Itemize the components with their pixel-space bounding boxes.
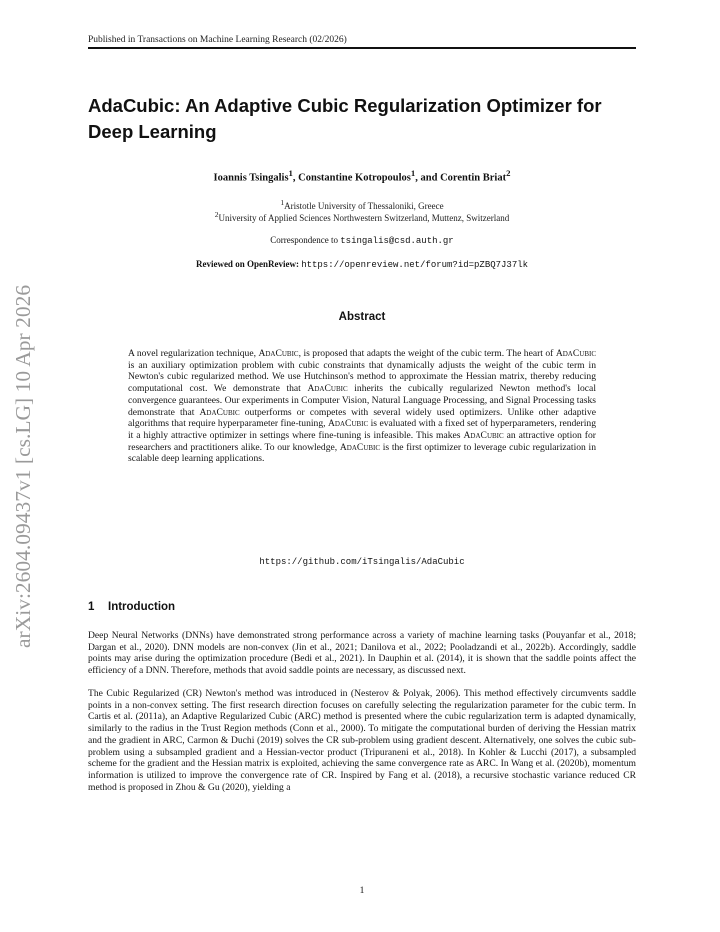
intro-paragraph-1: Deep Neural Networks (DNNs) have demonstrated strong performance across a variety of machine learning tasks (Pouyanfar et al., 2018; Dargan et al., 2020). DNN models are non-convex (Jin et al., 2021; Danilova et al., 2022; Pooladzandi et al., 2022b). Accordingly, saddle points may arise during the optimization procedure (Bedi et al., 2021). In Dauphin et al. (2014), it is shown that the saddle points affect the efficiency of a DNN. Therefore, methods that avoid saddle points are necessary, as discussed next. — [88, 630, 636, 677]
author-2-affil: 1 — [410, 168, 416, 178]
method-name: AdaCubic — [328, 418, 369, 430]
method-name: AdaCubic — [555, 348, 596, 359]
method-name: AdaCubic — [307, 383, 348, 395]
abstract-heading: Abstract — [338, 311, 386, 323]
author-list — [88, 168, 636, 184]
abstract-text: A novel regularization technique, — [128, 348, 259, 359]
paper-title — [88, 93, 648, 145]
abstract-text: , is proposed that adapts the weight of the cubic term. The heart of — [298, 348, 556, 359]
abstract-text: outperforms or competes with several widely used optimizers. Unlike other adaptive algorithms that require hyperparameter fine-tuning, — [128, 406, 596, 430]
correspondence-email[interactable]: tsingalis@csd.auth.gr — [340, 236, 454, 246]
title-line-1: AdaCubic: An Adaptive Cubic Regularization Optimizer for — [88, 95, 602, 116]
header-rule — [88, 47, 636, 49]
author-2: Constantine Kotropoulos — [298, 172, 411, 184]
section-title: Introduction — [108, 601, 176, 613]
author-3-affil: 2 — [506, 168, 511, 178]
correspondence-label: Correspondence to — [270, 235, 341, 245]
correspondence — [88, 235, 636, 246]
method-name: AdaCubic — [339, 441, 381, 453]
author-3: Corentin Briat — [440, 172, 507, 184]
arxiv-stamp — [8, 258, 38, 648]
abstract-text: inherits the cubically regularized Newton method's local convergence guarantees. Our experiments in Computer Vision, Natural Language Processing, and Signal Processing tasks demonstrate that — [128, 383, 596, 418]
arxiv-id: arXiv:2604.09437v1 [cs.LG] 10 Apr 2026 — [11, 284, 35, 648]
section-heading-introduction — [88, 601, 636, 613]
affiliation-2-mark: 2 — [214, 210, 219, 219]
author-1-affil: 1 — [288, 168, 293, 178]
running-head: Published in Transactions on Machine Learning Research (02/2026) — [88, 35, 347, 45]
title-line-2: Deep Learning — [88, 121, 217, 142]
review-url[interactable]: https://openreview.net/forum?id=pZBQ7J37lk — [301, 260, 529, 270]
author-separator: , and — [415, 172, 441, 184]
review-label: Reviewed on OpenReview: — [195, 259, 302, 269]
method-name: AdaCubic — [199, 406, 240, 418]
abstract-text: an attractive option for researchers and practitioners alike. To our knowledge, — [128, 429, 596, 453]
abstract-body — [128, 348, 596, 465]
page-number: 1 — [359, 886, 365, 896]
code-repository-link[interactable]: https://github.com/iTsingalis/AdaCubic — [259, 557, 465, 567]
abstract-text: is an auxiliary optimization problem with cubic constraints that dynamically adjusts the weight of the cubic term in Newton's cubic regularized method. We use Hutchinson's method to approximate the Hessian matrix, thereby reducing computational cost. We demonstrate that — [128, 359, 596, 395]
method-name: AdaCubic — [463, 429, 504, 441]
abstract-text: is the first optimizer to leverage cubic regularization in scalable deep learning applications. — [128, 441, 596, 465]
affiliation-2-text: University of Applied Sciences Northwestern Switzerland, Muttenz, Switzerland — [218, 213, 510, 223]
section-number: 1 — [88, 601, 95, 613]
intro-paragraph-2: The Cubic Regularized (CR) Newton's method was introduced in (Nesterov & Polyak, 2006). This method effectively circumvents saddle points in a non-convex setting. The first research direction focuses on carefully selecting the regularization parameter for the cubic term. In Cartis et al. (2011a), an Adaptive Regularized Cubic (ARC) method is presented where the cubic regularization term is adapted dynamically, similarly to the radius in the Trust Region methods (Conn et al., 2000). To mitigate the computational burden of deriving the Hessian matrix and the gradient in ARC, Carmon & Duchi (2019) solves the CR sub-problem using gradient descent. Alternatively, one solves the cubic sub-problem using a subsampled gradient and a Hessian-vector product (Tripuraneni et al., 2018). In Kohler & Lucchi (2017), a subsampled scheme for the gradient and the Hessian matrix is exploited, achieving the same convergence rate as ARC. In Wang et al. (2020b), momentum information is utilized to improve the convergence rate of CR. Inspired by Fang et al. (2018), a recursive stochastic variance reduced CR method is proposed in Zhou & Gu (2020), yielding a — [88, 688, 636, 793]
abstract-text: is evaluated with a fixed set of hyperparameters, rendering it a highly attractive optimizer in settings where fine-tuning is infeasible. This makes — [128, 418, 597, 441]
method-name: AdaCubic — [258, 348, 299, 359]
author-1: Ioannis Tsingalis — [213, 172, 289, 184]
author-separator: , — [292, 172, 299, 184]
affiliation-1-mark: 1 — [280, 198, 285, 207]
review-note — [88, 259, 636, 270]
affiliation-1-text: Aristotle University of Thessaloniki, Greece — [284, 201, 444, 211]
affiliation-2 — [88, 209, 636, 224]
